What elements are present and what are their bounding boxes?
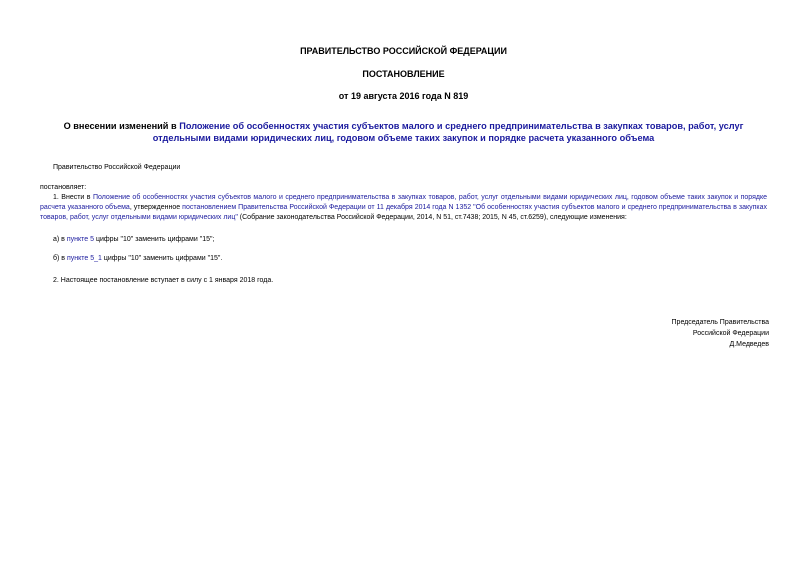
item-a-paragraph bbox=[53, 235, 214, 245]
signature-country: Российской Федерации bbox=[692, 330, 769, 337]
document-type: ПОСТАНОВЛЕНИЕ bbox=[362, 69, 445, 79]
item-1-link-resolution[interactable]: постановлением Правительства Российской Федерации от 11 декабря 2014 года N 1352 "Об особенностях участия субъектов малого и среднего предпринимательства в закупках товаров, работ, услуг отдельными видами юридических лиц" bbox=[40, 204, 767, 221]
item-1-prefix: 1. Внести в bbox=[53, 194, 93, 201]
item-b-suffix: цифры "10" заменить цифрами "15". bbox=[101, 255, 223, 262]
item-a-prefix: а) в bbox=[53, 236, 67, 243]
item-1-suffix: (Собрание законодательства Российской Федерации, 2014, N 51, ст.7438; 2015, N 45, ст.6259), следующие изменения: bbox=[237, 214, 627, 221]
item-b-link-clause[interactable]: пункте 5_1 bbox=[66, 255, 102, 262]
document-title bbox=[40, 120, 767, 144]
title-prefix: О внесении изменений в bbox=[63, 121, 180, 131]
item-a-suffix: цифры "10" заменить цифрами "15"; bbox=[94, 236, 215, 243]
item-1-paragraph bbox=[40, 193, 767, 223]
signature-position: Председатель Правительства bbox=[671, 319, 769, 326]
resolves-text: постановляет: bbox=[40, 184, 87, 191]
item-b-prefix: б) в bbox=[53, 255, 67, 262]
item-b-paragraph bbox=[53, 254, 222, 264]
item-1-link-regulation[interactable]: Положение об особенностях участия субъектов малого и среднего предпринимательства в закупках товаров, работ, услуг отдельными видами юридических лиц, годовом объеме таких закупок и порядке расчета указанного объема bbox=[40, 194, 767, 211]
item-a-link-clause[interactable]: пункте 5 bbox=[66, 236, 94, 243]
signature-name: Д.Медведев bbox=[729, 341, 769, 348]
government-header: ПРАВИТЕЛЬСТВО РОССИЙСКОЙ ФЕДЕРАЦИИ bbox=[300, 46, 507, 56]
title-link-regulation[interactable]: Положение об особенностях участия субъектов малого и среднего предпринимательства в закупках товаров, работ, услуг отдельными видами юридических лиц, годовом объеме таких закупок и порядке расчета указанного объема bbox=[152, 121, 744, 143]
item-2-paragraph: 2. Настоящее постановление вступает в силу с 1 января 2018 года. bbox=[53, 277, 274, 284]
issuer-text: Правительство Российской Федерации bbox=[53, 164, 181, 171]
item-1-mid: , утвержденное bbox=[129, 204, 183, 211]
document-date-number: от 19 августа 2016 года N 819 bbox=[338, 91, 469, 101]
